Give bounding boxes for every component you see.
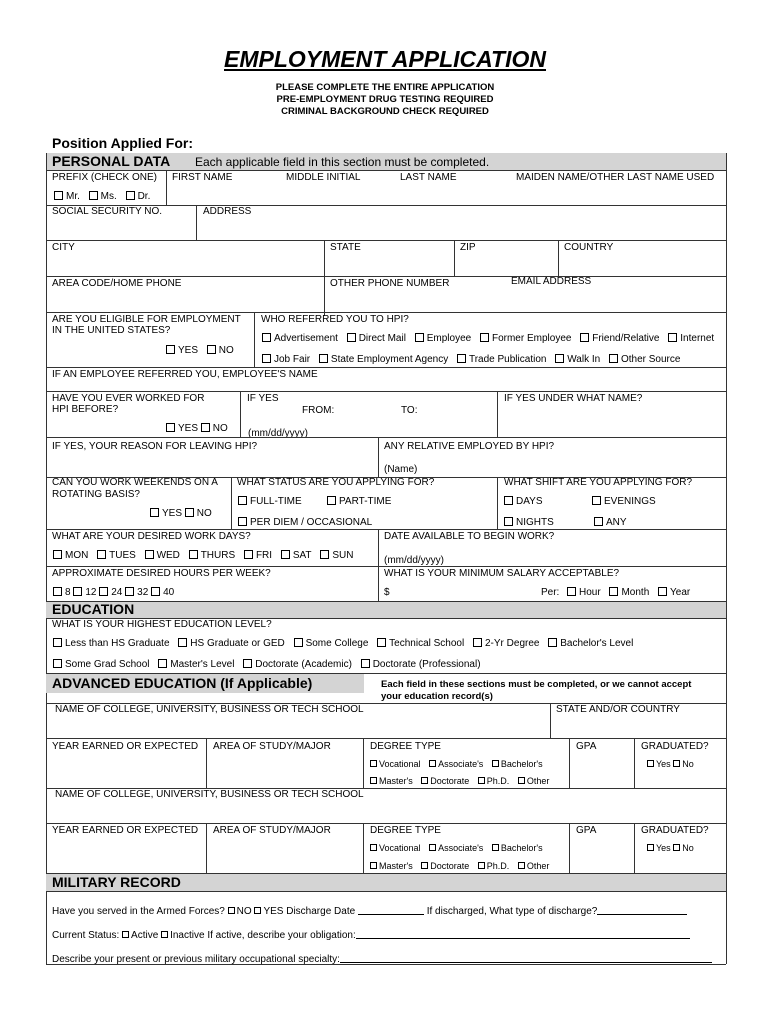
- checkbox-icon: [609, 587, 618, 596]
- subtitle-line-2: PRE-EMPLOYMENT DRUG TESTING REQUIRED: [276, 94, 494, 105]
- deg-doctorate[interactable]: Doctorate: [421, 861, 469, 871]
- rule: [46, 823, 726, 824]
- ref-state-agency[interactable]: State Employment Agency: [319, 354, 448, 365]
- checkbox-icon: [457, 354, 466, 363]
- ref-other-source[interactable]: Other Source: [609, 354, 680, 365]
- current-status-label: Current Status:: [52, 930, 120, 941]
- rule: [46, 566, 726, 567]
- checkbox-icon: [320, 550, 329, 559]
- checkbox-icon: [228, 907, 235, 914]
- graduated-options-2: [647, 842, 694, 854]
- checkbox-icon: [429, 844, 436, 851]
- divider: [254, 312, 255, 367]
- edu-some-college[interactable]: Some College: [294, 638, 369, 649]
- discharge-date-field[interactable]: [358, 904, 424, 915]
- weekends-options: [150, 508, 212, 520]
- checkbox-icon: [151, 587, 160, 596]
- rule: [46, 391, 726, 392]
- divider: [497, 477, 498, 529]
- checkbox-icon: [150, 508, 159, 517]
- hours-24[interactable]: 24: [99, 587, 122, 598]
- prefix-label: PREFIX (CHECK ONE): [52, 172, 158, 183]
- shift-any[interactable]: ANY: [594, 517, 627, 529]
- discharge-type-field[interactable]: [597, 904, 687, 915]
- shift-q-label: WHAT SHIFT ARE YOU APPLYING FOR?: [504, 477, 693, 488]
- edu-doctorate-professional[interactable]: Doctorate (Professional): [361, 659, 481, 670]
- deg-other[interactable]: Other: [518, 776, 550, 786]
- checkbox-icon: [478, 777, 485, 784]
- checkbox-icon: [377, 638, 386, 647]
- checkbox-icon: [126, 191, 135, 200]
- eligible-yes[interactable]: YES: [166, 345, 198, 356]
- checkbox-icon: [647, 760, 654, 767]
- divider: [569, 823, 570, 873]
- year-earned-label-2: YEAR EARNED OR EXPECTED: [52, 825, 199, 836]
- worked-yes[interactable]: YES: [166, 423, 198, 434]
- divider: [206, 738, 207, 788]
- military-heading: MILITARY RECORD: [52, 874, 181, 890]
- military-status-line: [52, 928, 690, 942]
- checkbox-icon: [319, 354, 328, 363]
- status-per-diem[interactable]: PER DIEM / OCCASIONAL: [238, 517, 372, 529]
- gpa-label-1: GPA: [576, 741, 597, 752]
- rule: [46, 437, 726, 438]
- workdays-options: [53, 550, 359, 562]
- checkbox-icon: [361, 659, 370, 668]
- checkbox-icon: [97, 550, 106, 559]
- email-label: EMAIL ADDRESS: [511, 276, 592, 287]
- checkbox-icon: [189, 550, 198, 559]
- last-name-label: LAST NAME: [400, 172, 457, 183]
- served-no[interactable]: NO: [228, 906, 252, 917]
- advanced-education-heading: ADVANCED EDUCATION (If Applicable): [52, 675, 313, 691]
- checkbox-icon: [201, 423, 210, 432]
- gpa-label-2: GPA: [576, 825, 597, 836]
- edu-hs-ged[interactable]: HS Graduate or GED: [178, 638, 284, 649]
- advanced-note-line1: Each field in these sections must be completed, or we cannot accept: [381, 679, 692, 690]
- ref-employee[interactable]: Employee: [415, 333, 471, 344]
- checkbox-icon: [53, 638, 62, 647]
- deg-doctorate[interactable]: Doctorate: [421, 776, 469, 786]
- ref-friend-relative[interactable]: Friend/Relative: [580, 333, 659, 344]
- degree-options-row2-1: [370, 775, 555, 787]
- status-q-label: WHAT STATUS ARE YOU APPLYING FOR?: [237, 477, 435, 488]
- zip-label: ZIP: [460, 242, 476, 253]
- divider: [363, 823, 364, 873]
- served-question: Have you served in the Armed Forces?: [52, 906, 225, 917]
- ssn-label: SOCIAL SECURITY NO.: [52, 206, 163, 217]
- weekends-yes[interactable]: YES: [150, 508, 182, 519]
- divider: [569, 738, 570, 788]
- shift-days[interactable]: DAYS: [504, 496, 543, 508]
- deg-phd[interactable]: Ph.D.: [478, 861, 510, 871]
- checkbox-icon: [347, 333, 356, 342]
- checkbox-icon: [185, 508, 194, 517]
- degree-type-label-2: DEGREE TYPE: [370, 825, 441, 836]
- checkbox-icon: [492, 760, 499, 767]
- per-label: Per:: [541, 587, 560, 598]
- checkbox-icon: [166, 345, 175, 354]
- checkbox-icon: [673, 760, 680, 767]
- referral-options-row1: [262, 333, 720, 345]
- divider: [196, 205, 197, 240]
- checkbox-icon: [421, 777, 428, 784]
- checkbox-icon: [262, 333, 271, 342]
- weekends-no[interactable]: NO: [185, 508, 212, 519]
- divider: [378, 437, 379, 477]
- education-heading: EDUCATION: [52, 601, 135, 617]
- hours-12[interactable]: 12: [73, 587, 96, 598]
- per-hour[interactable]: Hour: [567, 587, 601, 598]
- checkbox-icon: [281, 550, 290, 559]
- divider: [497, 391, 498, 437]
- degree-options-row1-2: [370, 842, 549, 854]
- education-options-row1: [53, 638, 639, 650]
- grad-no[interactable]: No: [673, 843, 694, 853]
- checkbox-icon: [473, 638, 482, 647]
- checkbox-icon: [238, 517, 247, 526]
- deg-bachelors[interactable]: Bachelor's: [492, 843, 543, 853]
- day-fri[interactable]: FRI: [244, 550, 272, 561]
- divider: [558, 240, 559, 276]
- personal-data-note: Each applicable field in this section must be completed.: [195, 155, 490, 169]
- checkbox-icon: [555, 354, 564, 363]
- checkbox-icon: [580, 333, 589, 342]
- rule: [46, 170, 726, 171]
- relative-name-hint: (Name): [384, 464, 418, 475]
- rule: [46, 529, 726, 530]
- worked-options: [166, 423, 228, 435]
- deg-associates[interactable]: Associate's: [429, 843, 483, 853]
- checkbox-icon: [262, 354, 271, 363]
- city-label: CITY: [52, 242, 75, 253]
- ref-trade-publication[interactable]: Trade Publication: [457, 354, 546, 365]
- form-left-border: [46, 153, 47, 964]
- date-available-label: DATE AVAILABLE TO BEGIN WORK?: [384, 531, 555, 542]
- date-available-format: (mm/dd/yyyy): [384, 555, 444, 566]
- specialty-label: Describe your present or previous military occupational specialty:: [52, 954, 340, 965]
- checkbox-icon: [327, 496, 336, 505]
- rule: [46, 276, 726, 277]
- address-label: ADDRESS: [203, 206, 252, 217]
- from-label: FROM:: [302, 405, 335, 416]
- subtitle-line-1: PLEASE COMPLETE THE ENTIRE APPLICATION: [275, 82, 495, 93]
- salary-dollar: $: [384, 587, 390, 598]
- divider: [363, 738, 364, 788]
- day-tues[interactable]: TUES: [97, 550, 136, 561]
- grad-yes[interactable]: Yes: [647, 843, 671, 853]
- worked-q-line2: HPI BEFORE?: [52, 404, 119, 415]
- home-phone-label: AREA CODE/HOME PHONE: [52, 278, 182, 289]
- degree-options-row1-1: [370, 758, 549, 770]
- area-study-label-2: AREA OF STUDY/MAJOR: [213, 825, 331, 836]
- checkbox-icon: [429, 760, 436, 767]
- education-level-q: WHAT IS YOUR HIGHEST EDUCATION LEVEL?: [52, 619, 272, 630]
- per-month[interactable]: Month: [609, 587, 649, 598]
- rule: [46, 891, 726, 892]
- checkbox-icon: [594, 517, 603, 526]
- status-full-time[interactable]: FULL-TIME: [238, 496, 302, 508]
- under-name-label: IF YES UNDER WHAT NAME?: [504, 393, 643, 404]
- checkbox-icon: [99, 587, 108, 596]
- shift-evenings[interactable]: EVENINGS: [592, 496, 656, 508]
- form-title: EMPLOYMENT APPLICATION: [224, 46, 546, 72]
- salary-q-label: WHAT IS YOUR MINIMUM SALARY ACCEPTABLE?: [384, 568, 620, 579]
- checkbox-icon: [421, 862, 428, 869]
- deg-other[interactable]: Other: [518, 861, 550, 871]
- eligible-no[interactable]: NO: [207, 345, 234, 356]
- education-band: [46, 601, 726, 618]
- ref-walk-in[interactable]: Walk In: [555, 354, 600, 365]
- checkbox-icon: [370, 777, 377, 784]
- edu-2yr[interactable]: 2-Yr Degree: [473, 638, 539, 649]
- divider: [240, 391, 241, 437]
- checkbox-icon: [166, 423, 175, 432]
- prefix-mr[interactable]: Mr.: [54, 191, 80, 202]
- deg-bachelors[interactable]: Bachelor's: [492, 759, 543, 769]
- hours-options: [53, 587, 174, 599]
- reason-leaving-label: IF YES, YOUR REASON FOR LEAVING HPI?: [52, 441, 258, 452]
- military-served-line: [52, 904, 687, 918]
- checkbox-icon: [178, 638, 187, 647]
- checkbox-icon: [668, 333, 677, 342]
- checkbox-icon: [480, 333, 489, 342]
- checkbox-icon: [478, 862, 485, 869]
- rule: [46, 312, 726, 313]
- day-mon[interactable]: MON: [53, 550, 88, 561]
- checkbox-icon: [518, 862, 525, 869]
- rule: [46, 601, 726, 602]
- degree-options-row2-2: [370, 860, 555, 872]
- graduated-label-1: GRADUATED?: [641, 741, 709, 752]
- rule: [46, 738, 726, 739]
- edu-doctorate-academic[interactable]: Doctorate (Academic): [243, 659, 352, 670]
- edu-less-than-hs[interactable]: Less than HS Graduate: [53, 638, 170, 649]
- discharge-type-label: If discharged, What type of discharge?: [426, 906, 598, 917]
- shift-nights[interactable]: NIGHTS: [504, 517, 554, 529]
- checkbox-icon: [673, 844, 680, 851]
- maiden-name-label: MAIDEN NAME/OTHER LAST NAME USED: [516, 172, 715, 183]
- deg-masters[interactable]: Master's: [370, 776, 413, 786]
- checkbox-icon: [244, 550, 253, 559]
- personal-data-heading: PERSONAL DATA: [52, 153, 171, 169]
- prefix-options: [54, 191, 156, 203]
- checkbox-icon: [370, 760, 377, 767]
- checkbox-icon: [504, 517, 513, 526]
- checkbox-icon: [658, 587, 667, 596]
- divider: [206, 823, 207, 873]
- graduated-label-2: GRADUATED?: [641, 825, 709, 836]
- form-right-border: [726, 153, 727, 964]
- checkbox-icon: [567, 587, 576, 596]
- referral-options-row2: [262, 354, 686, 366]
- ref-advertisement[interactable]: Advertisement: [262, 333, 338, 344]
- state-label: STATE: [330, 242, 361, 253]
- worked-q-line1: HAVE YOU EVER WORKED FOR: [52, 393, 205, 404]
- weekends-q-line2: ROTATING BASIS?: [52, 489, 140, 500]
- day-wed[interactable]: WED: [145, 550, 180, 561]
- specialty-field[interactable]: [340, 952, 712, 963]
- rule: [46, 240, 726, 241]
- weekends-q-line1: CAN YOU WORK WEEKENDS ON A: [52, 477, 218, 488]
- area-study-label-1: AREA OF STUDY/MAJOR: [213, 741, 331, 752]
- checkbox-icon: [53, 550, 62, 559]
- checkbox-icon: [609, 354, 618, 363]
- if-yes-label: IF YES: [247, 393, 279, 404]
- first-name-label: FIRST NAME: [172, 172, 233, 183]
- checkbox-icon: [548, 638, 557, 647]
- divider: [454, 240, 455, 276]
- checkbox-icon: [238, 496, 247, 505]
- worked-no[interactable]: NO: [201, 423, 228, 434]
- ref-former-employee[interactable]: Former Employee: [480, 333, 571, 344]
- checkbox-icon: [89, 191, 98, 200]
- checkbox-icon: [207, 345, 216, 354]
- checkbox-icon: [370, 862, 377, 869]
- divider: [634, 823, 635, 873]
- eligible-q-line2: IN THE UNITED STATES?: [52, 325, 171, 336]
- subtitle-line-3: CRIMINAL BACKGROUND CHECK REQUIRED: [281, 106, 489, 117]
- checkbox-icon: [54, 191, 63, 200]
- divider: [324, 240, 325, 316]
- day-thurs[interactable]: THURS: [189, 550, 235, 561]
- status-part-time[interactable]: PART-TIME: [327, 496, 391, 508]
- deg-associates[interactable]: Associate's: [429, 759, 483, 769]
- divider: [634, 738, 635, 788]
- checkbox-icon: [161, 931, 168, 938]
- grad-yes[interactable]: Yes: [647, 759, 671, 769]
- per-options: [567, 587, 696, 599]
- college-name-label-2: NAME OF COLLEGE, UNIVERSITY, BUSINESS OR TECH SCHOOL: [55, 789, 364, 800]
- edu-bachelors[interactable]: Bachelor's Level: [548, 638, 633, 649]
- degree-type-label-1: DEGREE TYPE: [370, 741, 441, 752]
- checkbox-icon: [370, 844, 377, 851]
- divider: [378, 529, 379, 601]
- divider: [166, 170, 167, 205]
- hours-q-label: APPROXIMATE DESIRED HOURS PER WEEK?: [52, 568, 271, 579]
- employee-referred-label: IF AN EMPLOYEE REFERRED YOU, EMPLOYEE'S NAME: [52, 369, 318, 380]
- other-phone-label: OTHER PHONE NUMBER: [330, 278, 450, 289]
- checkbox-icon: [125, 587, 134, 596]
- divider: [231, 477, 232, 529]
- divider: [550, 703, 551, 738]
- served-yes[interactable]: YES: [254, 906, 283, 917]
- checkbox-icon: [73, 587, 82, 596]
- college-name-label-1: NAME OF COLLEGE, UNIVERSITY, BUSINESS OR TECH SCHOOL: [55, 704, 364, 715]
- day-sat[interactable]: SAT: [281, 550, 312, 561]
- status-active[interactable]: Active: [122, 930, 158, 941]
- edu-masters[interactable]: Master's Level: [158, 659, 234, 670]
- to-label: TO:: [401, 405, 418, 416]
- checkbox-icon: [53, 659, 62, 668]
- checkbox-icon: [647, 844, 654, 851]
- status-inactive[interactable]: Inactive: [161, 930, 204, 941]
- checkbox-icon: [158, 659, 167, 668]
- checkbox-icon: [243, 659, 252, 668]
- advanced-note-line2: your education record(s): [381, 691, 493, 702]
- rule: [46, 673, 726, 674]
- prefix-ms[interactable]: Ms.: [89, 191, 117, 202]
- referred-q-label: WHO REFERRED YOU TO HPI?: [261, 314, 409, 325]
- checkbox-icon: [518, 777, 525, 784]
- deg-phd[interactable]: Ph.D.: [478, 776, 510, 786]
- position-applied-label: Position Applied For:: [52, 135, 194, 151]
- hours-8[interactable]: 8: [53, 587, 71, 598]
- checkbox-icon: [53, 587, 62, 596]
- checkbox-icon: [294, 638, 303, 647]
- hours-40[interactable]: 40: [151, 587, 174, 598]
- workdays-q-label: WHAT ARE YOUR DESIRED WORK DAYS?: [52, 531, 251, 542]
- per-year[interactable]: Year: [658, 587, 690, 598]
- edu-some-grad[interactable]: Some Grad School: [53, 659, 150, 670]
- hours-32[interactable]: 32: [125, 587, 148, 598]
- education-options-row2: [53, 659, 487, 671]
- ref-internet[interactable]: Internet: [668, 333, 714, 344]
- checkbox-icon: [415, 333, 424, 342]
- year-earned-label-1: YEAR EARNED OR EXPECTED: [52, 741, 199, 752]
- rule: [46, 964, 726, 965]
- middle-initial-label: MIDDLE INITIAL: [286, 172, 361, 183]
- discharge-date-label: Discharge Date: [286, 906, 356, 917]
- checkbox-icon: [145, 550, 154, 559]
- checkbox-icon: [122, 931, 129, 938]
- state-country-label-1: STATE AND/OR COUNTRY: [556, 704, 680, 715]
- grad-no[interactable]: No: [673, 759, 694, 769]
- relative-employed-label: ANY RELATIVE EMPLOYED BY HPI?: [384, 441, 555, 452]
- edu-technical[interactable]: Technical School: [377, 638, 464, 649]
- obligation-label: If active, describe your obligation:: [207, 930, 356, 941]
- checkbox-icon: [492, 844, 499, 851]
- prefix-dr[interactable]: Dr.: [126, 191, 151, 202]
- deg-vocational[interactable]: Vocational: [370, 759, 421, 769]
- ref-direct-mail[interactable]: Direct Mail: [347, 333, 406, 344]
- obligation-field[interactable]: [356, 928, 690, 939]
- deg-vocational[interactable]: Vocational: [370, 843, 421, 853]
- ref-job-fair[interactable]: Job Fair: [262, 354, 310, 365]
- day-sun[interactable]: SUN: [320, 550, 353, 561]
- deg-masters[interactable]: Master's: [370, 861, 413, 871]
- eligible-options: [166, 345, 240, 357]
- worked-date-format: (mm/dd/yyyy): [248, 428, 308, 439]
- eligible-q-line1: ARE YOU ELIGIBLE FOR EMPLOYMENT: [52, 314, 241, 325]
- rule: [46, 367, 726, 368]
- checkbox-icon: [254, 907, 261, 914]
- checkbox-icon: [592, 496, 601, 505]
- country-label: COUNTRY: [564, 242, 614, 253]
- checkbox-icon: [504, 496, 513, 505]
- graduated-options-1: [647, 758, 694, 770]
